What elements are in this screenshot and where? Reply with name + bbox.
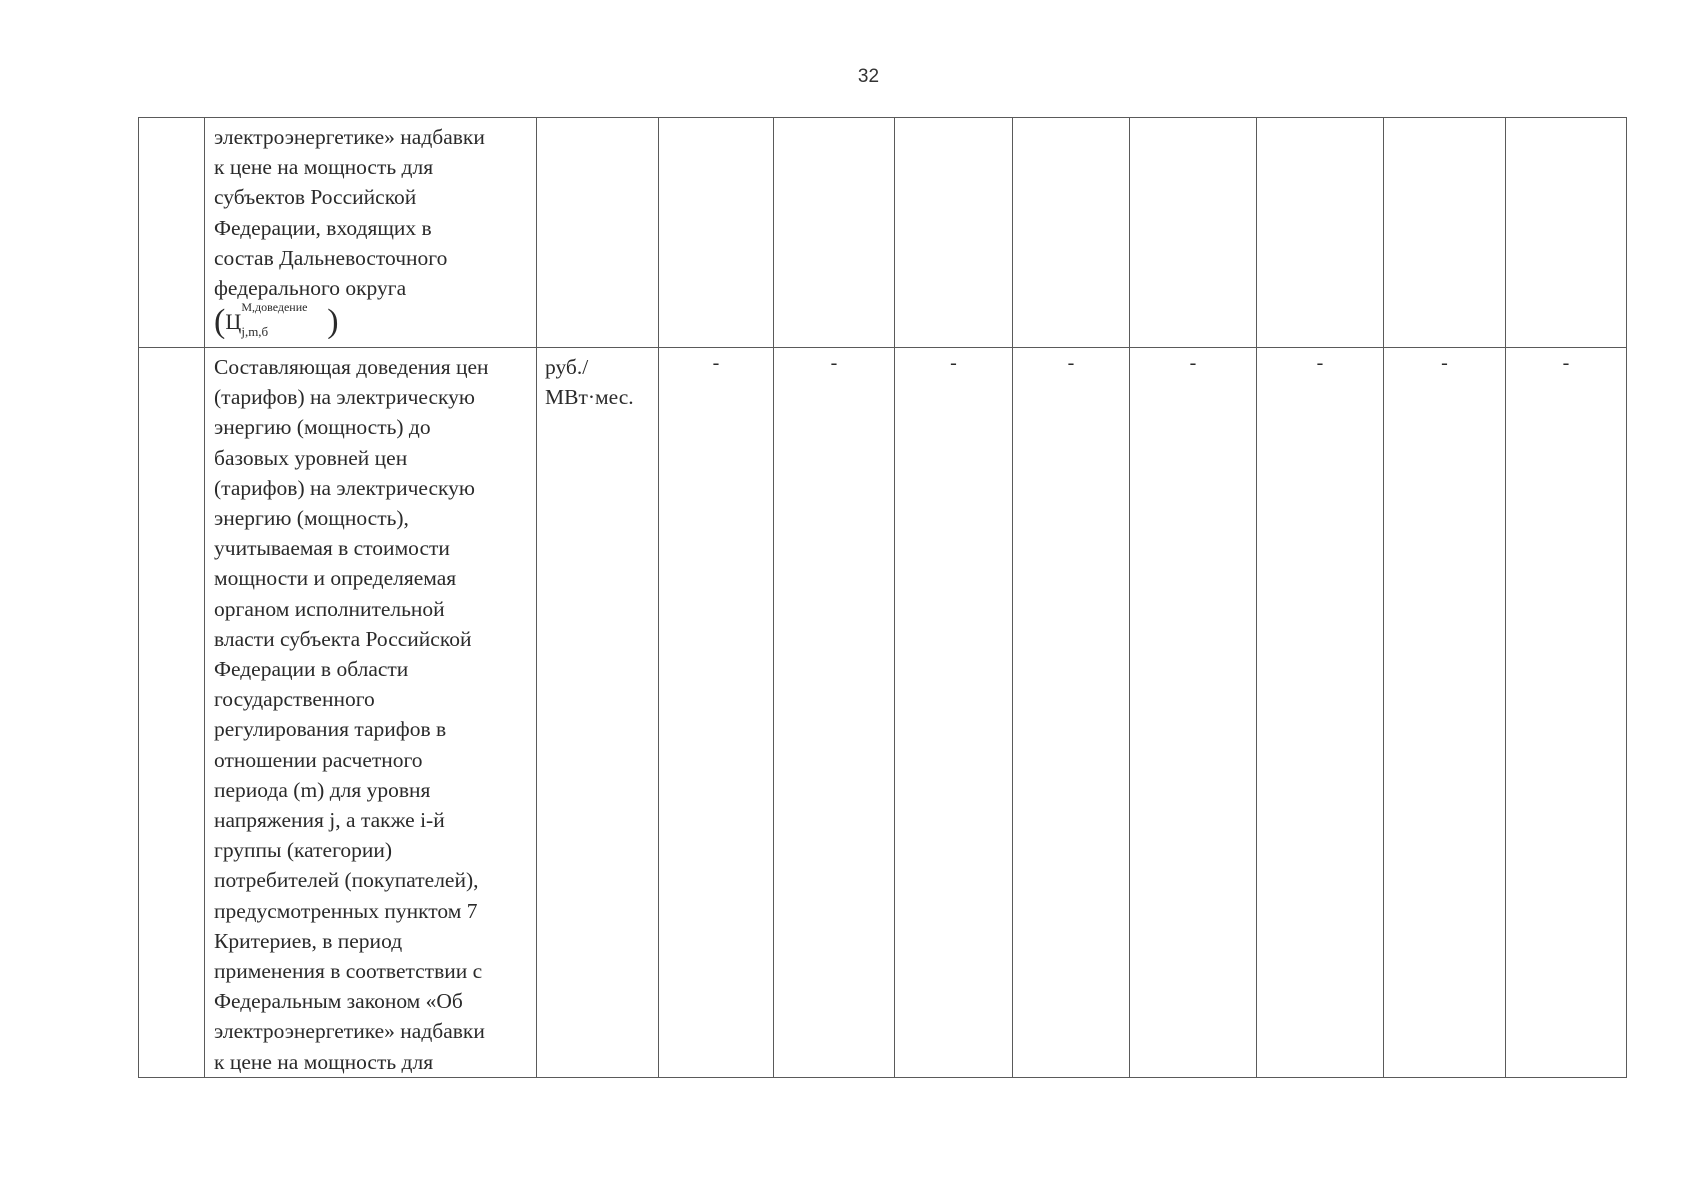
description-cell: [205, 118, 537, 348]
description-line: напряжения j, а также i-й: [214, 808, 445, 833]
description-line: (тарифов) на электрическую: [214, 385, 475, 410]
description-line: электроэнергетике» надбавки: [214, 125, 485, 149]
dash-value: -: [1562, 352, 1570, 374]
value-cell: [895, 118, 1013, 348]
price-formula: [214, 300, 339, 340]
dash-value: -: [1441, 352, 1448, 374]
unit-text: [537, 348, 658, 412]
dash-value: -: [830, 352, 838, 374]
formula-open-paren: (: [214, 303, 226, 340]
dash-value: -: [1189, 352, 1197, 374]
description-line: предусмотренных пунктом 7: [214, 898, 478, 923]
description-line: мощности и определяемая: [214, 566, 457, 591]
value-cell: [1384, 118, 1506, 348]
description-line: государственного: [214, 687, 375, 712]
value-cell: [659, 118, 774, 348]
description-line: применения в соответствии с: [214, 959, 483, 984]
formula-symbol: Ц М,доведение j,m,б: [225, 300, 308, 340]
formula-superscript: М,доведение: [241, 300, 308, 315]
description-line: субъектов Российской: [214, 185, 417, 210]
formula-close-paren: ): [327, 303, 339, 340]
value-cell: [1013, 118, 1130, 348]
unit-line: МВт·мес.: [545, 385, 634, 409]
description-line: федерального округа: [214, 276, 407, 301]
description-line: Федерации в области: [214, 657, 409, 682]
value-cell: [1506, 348, 1627, 1078]
description-line: Составляющая доведения цен: [214, 355, 489, 379]
description-line: учитываемая в стоимости: [214, 536, 450, 561]
dash-value: -: [1316, 352, 1324, 374]
description-cell: [205, 348, 537, 1078]
value-cell: [1257, 348, 1384, 1078]
description-line: потребителей (покупателей),: [214, 868, 479, 893]
value-cell: [1257, 118, 1384, 348]
description-line: органом исполнительной: [214, 596, 445, 621]
description-line: Федерации, входящих в: [214, 215, 432, 240]
description-line: к цене на мощность для: [214, 1049, 434, 1074]
description-line: Федеральным законом «Об: [214, 989, 463, 1014]
description-line: группы (категории): [214, 838, 393, 863]
description-line: энергию (мощность) до: [214, 415, 431, 440]
description-line: Критериев, в период: [214, 928, 403, 953]
description-text: [205, 348, 536, 1077]
table-row: [139, 118, 1627, 348]
description-line: власти субъекта Российской: [214, 626, 472, 651]
formula-subscript: j,m,б: [241, 324, 269, 340]
page-number: 32: [857, 66, 880, 87]
dash-value: -: [950, 352, 957, 374]
value-cell: [774, 348, 895, 1078]
value-cell: [1506, 118, 1627, 348]
unit-line: руб./: [545, 355, 589, 379]
description-line: состав Дальневосточного: [214, 245, 448, 270]
description-line: периода (m) для уровня: [214, 777, 431, 802]
description-line: базовых уровней цен: [214, 445, 408, 470]
index-cell: [139, 348, 205, 1078]
value-cell: [895, 348, 1013, 1078]
value-cell: [1384, 348, 1506, 1078]
dash-value: -: [712, 352, 720, 374]
value-cell: [1130, 348, 1257, 1078]
value-cell: [1013, 348, 1130, 1078]
unit-cell: [537, 348, 659, 1078]
description-line: к цене на мощность для: [214, 155, 434, 180]
description-text: [205, 118, 536, 339]
description-line: (тарифов) на электрическую: [214, 475, 475, 500]
index-cell: [139, 118, 205, 348]
description-line: электроэнергетике» надбавки: [214, 1019, 485, 1044]
value-cell: [659, 348, 774, 1078]
description-line: энергию (мощность),: [214, 506, 409, 531]
tariff-table: [138, 117, 1627, 1078]
unit-cell: [537, 118, 659, 348]
dash-value: -: [1067, 352, 1075, 374]
description-line: отношении расчетного: [214, 747, 423, 772]
description-line: регулирования тарифов в: [214, 717, 447, 742]
table-row: [139, 348, 1627, 1078]
value-cell: [1130, 118, 1257, 348]
value-cell: [774, 118, 895, 348]
